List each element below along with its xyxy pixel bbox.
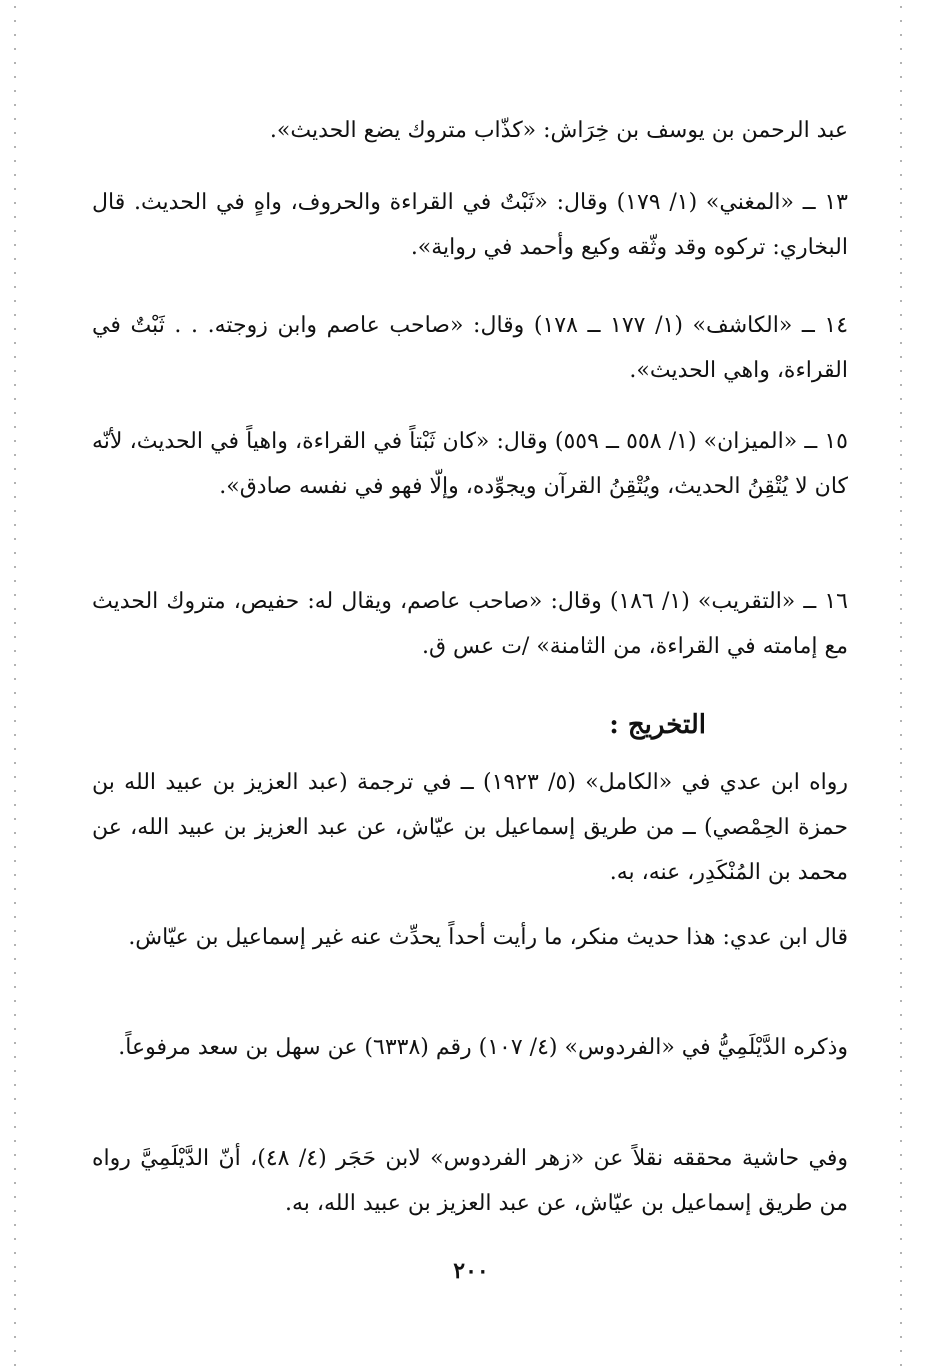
scan-margin-dots-left: [14, 0, 16, 1372]
paragraph-takhrij-1: رواه ابن عدي في «الكامل» (٥/ ١٩٢٣) ــ في ترجمة (عبد العزيز بن عبيد الله بن حمزة الحِمْصي) ــ من طريق إسماعيل بن عيّاش، عن عبد العزيز بن عبيد الله، عن محمد بن المُنْكَدِر، عنه، به.: [92, 770, 849, 885]
paragraph-intro: عبد الرحمن بن يوسف بن خِرَاش: «كذّاب متروك يضع الحديث».: [269, 118, 848, 143]
paragraph-takhrij-2: قال ابن عدي: هذا حديث منكر، ما رأيت أحداً يحدِّث عنه غير إسماعيل بن عيّاش.: [128, 925, 848, 950]
paragraph-takhrij-4: وفي حاشية محققه نقلاً عن «زهر الفردوس» لابن حَجَر (٤/ ٤٨)، أنّ الدَّيْلَمِيَّ رواه من طريق إسماعيل بن عيّاش، عن عبد العزيز بن عبيد الله، به.: [92, 1146, 848, 1216]
section-heading: التخريج :: [609, 710, 706, 740]
scan-margin-dots-right: [900, 0, 902, 1372]
paragraph-takhrij-3: وذكره الدَّيْلَمِيُّ في «الفردوس» (٤/ ١٠٧) رقم (٦٣٣٨) عن سهل بن سعد مرفوعاً.: [118, 1035, 848, 1060]
page-number: ٢٠٠: [453, 1258, 489, 1284]
paragraph-item-13: ١٣ ــ «المغني» (١/ ١٧٩) وقال: «ثَبْتٌ في القراءة والحروف، واهٍ في الحديث. قال البخاري: تركوه وقد وثّقه وكيع وأحمد في رواية».: [92, 190, 848, 260]
paragraph-item-14: ١٤ ــ «الكاشف» (١/ ١٧٧ ــ ١٧٨) وقال: «صاحب عاصم وابن زوجته. . . ثَبْتٌ في القراءة، واهي الحديث».: [92, 313, 849, 383]
paragraph-item-15: ١٥ ــ «الميزان» (١/ ٥٥٨ ــ ٥٥٩) وقال: «كان ثَبْتاً في القراءة، واهياً في الحديث، لأنّه كان لا يُتْقِنُ الحديث، ويُتْقِنُ القرآن ويجوِّده، وإلّا فهو في نفسه صادق».: [92, 429, 848, 499]
paragraph-item-16: ١٦ ــ «التقريب» (١/ ١٨٦) وقال: «صاحب عاصم، ويقال له: حفيص، متروك الحديث مع إمامته في القراءة، من الثامنة» /ت عس ق.: [92, 589, 848, 659]
